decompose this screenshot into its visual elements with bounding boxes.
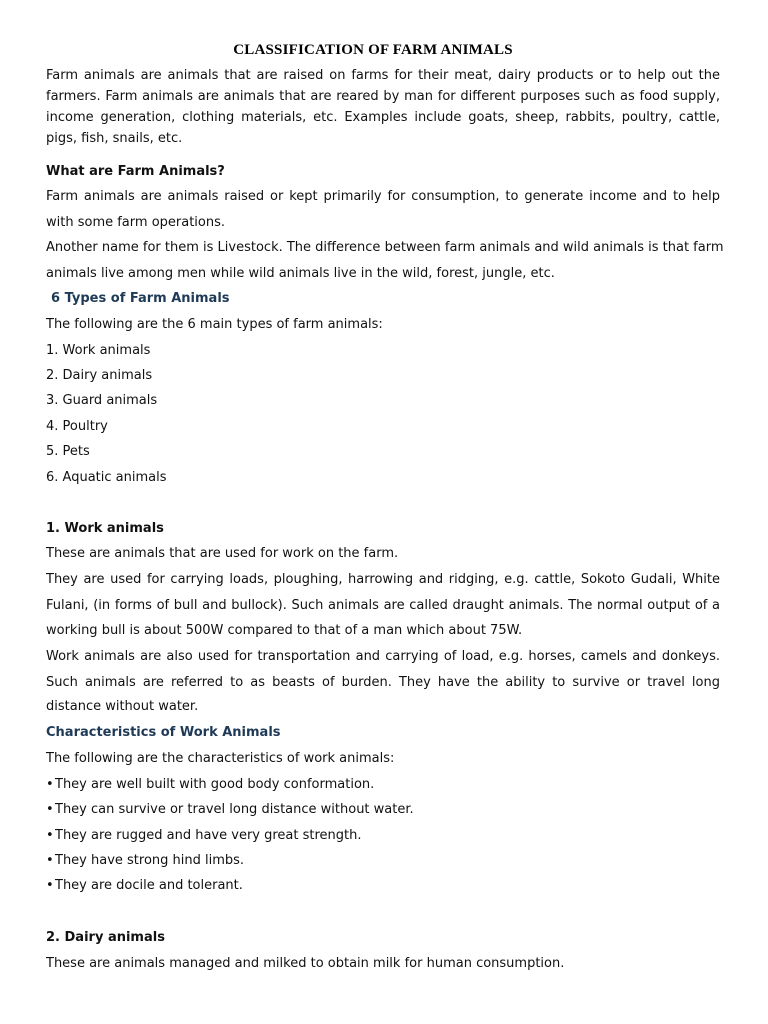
types-list-item: 4. Poultry xyxy=(46,419,108,434)
bullet-icon: • xyxy=(46,828,54,843)
types-list-item: 5. Pets xyxy=(46,444,90,459)
bullet-icon: • xyxy=(46,777,54,792)
bullet-icon: • xyxy=(46,853,54,868)
characteristics-item-text: They have strong hind limbs. xyxy=(55,853,245,868)
work-animals-heading: 1. Work animals xyxy=(46,521,164,536)
intro-line: farmers. Farm animals are animals that are reared by man for different purposes such as food supply, xyxy=(46,89,720,104)
what-are-text-line: Farm animals are animals raised or kept primarily for consumption, to generate income and to help xyxy=(46,189,720,204)
types-intro: The following are the 6 main types of farm animals: xyxy=(46,317,383,332)
characteristics-item xyxy=(46,802,414,818)
characteristics-intro: The following are the characteristics of work animals: xyxy=(46,751,395,766)
bullet-icon: • xyxy=(46,878,54,893)
characteristics-item xyxy=(46,777,374,793)
types-list-item: 6. Aquatic animals xyxy=(46,470,167,485)
characteristics-item xyxy=(46,853,244,869)
characteristics-item-text: They are docile and tolerant. xyxy=(55,878,243,893)
what-are-heading: What are Farm Animals? xyxy=(46,164,225,179)
types-heading: 6 Types of Farm Animals xyxy=(51,291,230,306)
work-text-line: These are animals that are used for work on the farm. xyxy=(46,546,399,561)
types-list-item: 3. Guard animals xyxy=(46,393,158,408)
characteristics-heading: Characteristics of Work Animals xyxy=(46,725,281,740)
types-list-item: 1. Work animals xyxy=(46,343,151,358)
document-title: CLASSIFICATION OF FARM ANIMALS xyxy=(233,42,513,58)
characteristics-item-text: They are well built with good body conformation. xyxy=(55,777,375,792)
characteristics-item xyxy=(46,878,243,894)
types-list-item: 2. Dairy animals xyxy=(46,368,153,383)
characteristics-item xyxy=(46,828,362,844)
work-text-line: Such animals are referred to as beasts of burden. They have the ability to survive or travel long xyxy=(46,675,720,690)
work-text-line: Fulani, (in forms of bull and bullock). Such animals are called draught animals. The normal output of a xyxy=(46,598,720,613)
characteristics-item-text: They can survive or travel long distance without water. xyxy=(55,802,414,817)
work-text-line: working bull is about 500W compared to that of a man which about 75W. xyxy=(46,623,523,638)
what-are-text-line: Another name for them is Livestock. The difference between farm animals and wild animals is that farm xyxy=(46,240,724,255)
what-are-text-line: with some farm operations. xyxy=(46,215,226,230)
bullet-icon: • xyxy=(46,802,54,817)
work-text-line: Work animals are also used for transportation and carrying of load, e.g. horses, camels and donkeys. xyxy=(46,649,720,664)
intro-line: Farm animals are animals that are raised on farms for their meat, dairy products or to help out the xyxy=(46,68,720,83)
work-text-line: distance without water. xyxy=(46,699,199,714)
dairy-animals-heading: 2. Dairy animals xyxy=(46,930,165,945)
what-are-text-line: animals live among men while wild animals live in the wild, forest, jungle, etc. xyxy=(46,266,555,281)
characteristics-item-text: They are rugged and have very great strength. xyxy=(55,828,362,843)
intro-line: income generation, clothing materials, etc. Examples include goats, sheep, rabbits, poultry, cattle, xyxy=(46,110,720,125)
dairy-text-line: These are animals managed and milked to obtain milk for human consumption. xyxy=(46,956,565,971)
work-text-line: They are used for carrying loads, ploughing, harrowing and ridging, e.g. cattle, Sokoto Gudali, White xyxy=(46,572,720,587)
intro-line: pigs, fish, snails, etc. xyxy=(46,131,183,146)
